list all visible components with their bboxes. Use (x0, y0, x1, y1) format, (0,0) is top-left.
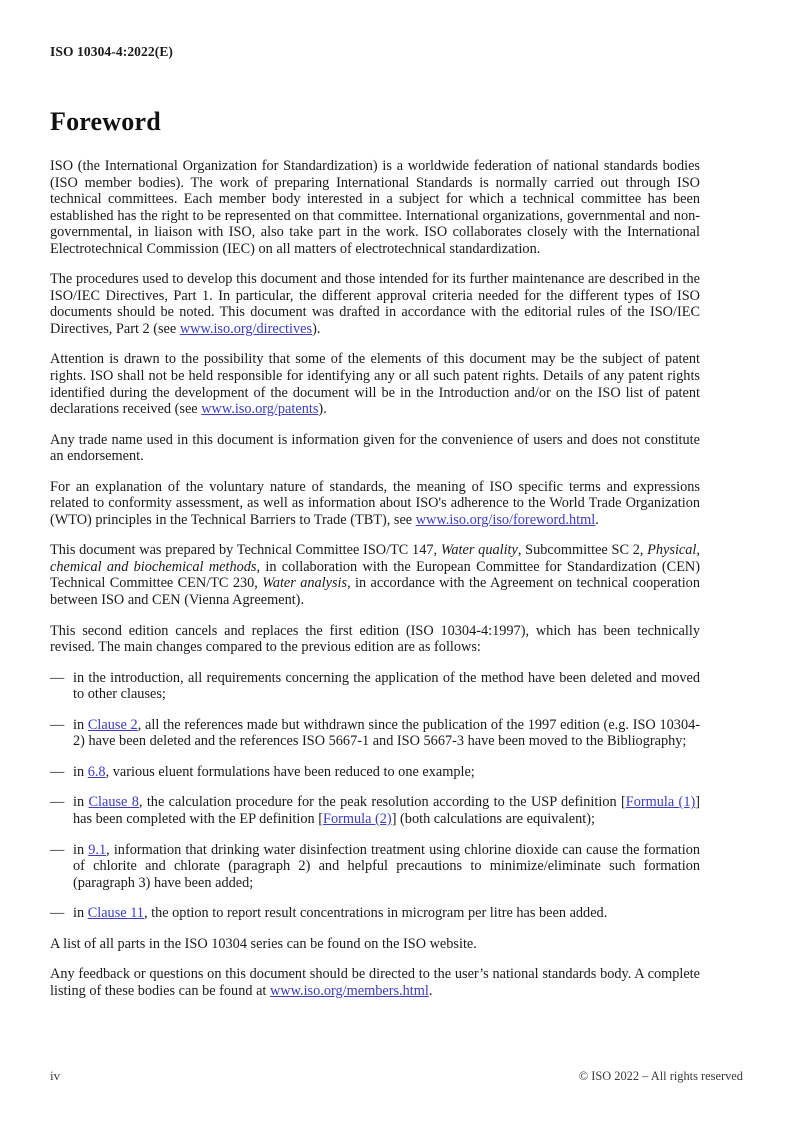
list-item-text-lead: in (73, 905, 88, 922)
list-item (50, 794, 700, 827)
em-dash-marker: — (50, 841, 65, 858)
link-iso-patents[interactable]: www.iso.org/patents (201, 401, 319, 418)
paragraph-second-edition: This second edition cancels and replaces the first edition (ISO 10304-4:1997), which has been technically revised. The main changes compared to the previous edition are as follows: (50, 622, 700, 656)
paragraph-procedures-tail: ). (312, 320, 321, 337)
paragraph-procedures-text: The procedures used to develop this document and those intended for its further maintenance are described in the ISO/IEC Directives, Part 1. In particular, the different approval criteria needed for the different types of ISO documents should be noted. This document was drafted in accordance with the editorial rules of the ISO/IEC Directives, Part 2 (see (50, 271, 700, 337)
list-item-text-lead: in (73, 763, 88, 780)
paragraph-voluntary-nature (50, 479, 700, 529)
paragraph-feedback-text: Any feedback or questions on this document should be directed to the user’s national standards body. A complete listing of these bodies can be found at (50, 966, 700, 999)
paragraph-trade-name: Any trade name used in this document is information given for the convenience of users and does not constitute an endorsement. (50, 431, 700, 465)
paragraph-patent-rights-text: Attention is drawn to the possibility that some of the elements of this document may be the subject of patent rights. ISO shall not be held responsible for identifying any or all such patent rights. Details of any patent rights identified during the development of the document will be in the Introduction and/or on the ISO list of patent declarations received (see (50, 351, 700, 418)
list-item-text-lead: in (73, 794, 89, 811)
tc-seg-4: , in accordance with the Agreement on technical cooperation between ISO and CEN (Vienna Agreement). (50, 575, 700, 609)
page-footer (50, 1068, 743, 1084)
xref-clause-2[interactable]: Clause 2 (87, 716, 138, 733)
tc-seg-3: , in collaboration with the European Committee for Standardization (CEN) Technical Committee CEN/TC 230, (50, 558, 701, 592)
em-dash-marker: — (50, 716, 65, 733)
paragraph-patent-rights (50, 351, 700, 417)
link-iso-members[interactable]: www.iso.org/members.html (269, 982, 429, 999)
list-item (50, 842, 700, 892)
link-iso-directives[interactable]: www.iso.org/directives (179, 320, 313, 337)
list-item-text-mid: , the calculation procedure for the peak resolution according to the USP definition [ (138, 794, 626, 811)
paragraph-voluntary-nature-text: For an explanation of the voluntary nature of standards, the meaning of ISO specific terms and expressions related to conformity assessment, as well as information about ISO's adherence to the World Trade Organization (WTO) principles in the Technical Barriers to Trade (TBT), see (50, 478, 700, 528)
list-item (50, 905, 700, 922)
paragraph-parts-list: A list of all parts in the ISO 10304 series can be found on the ISO website. (50, 935, 477, 952)
xref-formula-1[interactable]: Formula (1) (625, 794, 696, 811)
list-item (50, 717, 700, 750)
em-dash-marker: — (50, 905, 65, 922)
list-item-text-lead: in (73, 841, 89, 858)
list-item-text-tail: , the option to report result concentrations in microgram per litre has been added. (143, 905, 608, 922)
list-item (50, 764, 700, 781)
xref-subclause-6-8[interactable]: 6.8 (87, 763, 106, 780)
xref-formula-2[interactable]: Formula (2) (323, 810, 392, 827)
list-item-text-mid-2: ] has been completed with the EP definition [ (73, 794, 700, 827)
paragraph-feedback (50, 966, 700, 999)
em-dash-marker: — (50, 763, 65, 780)
xref-subclause-9-1[interactable]: 9.1 (88, 841, 107, 858)
tc-seg-2: , Subcommittee SC 2, (517, 542, 648, 559)
xref-clause-8[interactable]: Clause 8 (88, 794, 139, 811)
tc-italic-water-quality: Water quality (440, 542, 518, 559)
list-item-text-tail: , various eluent formulations have been reduced to one example; (105, 763, 475, 780)
running-head: ISO 10304-4:2022(E) (50, 44, 174, 59)
list-item-text: in the introduction, all requirements concerning the application of the method have been deleted and moved to other clauses; (73, 669, 700, 703)
tc-italic-physical-chemical: Physical, chemical and biochemical methods (50, 542, 700, 575)
foreword-body (50, 158, 700, 1013)
copyright-notice: © ISO 2022 – All rights reserved (578, 1069, 743, 1083)
paragraph-feedback-tail: . (428, 982, 433, 999)
paragraph-procedures (50, 271, 700, 337)
page-title: Foreword (50, 107, 161, 136)
list-item-text-tail: , information that drinking water disinfection treatment using chlorine dioxide can cause the formation of chlorite and chlorate (paragraph 2) and helpful precautions to minimize/eliminate such formation (paragraph 3) have been added; (73, 841, 700, 891)
page-number: iv (50, 1068, 61, 1083)
paragraph-voluntary-nature-tail: . (595, 511, 599, 528)
xref-clause-11[interactable]: Clause 11 (87, 905, 144, 922)
tc-italic-water-analysis: Water analysis (262, 575, 348, 592)
em-dash-marker: — (50, 794, 65, 811)
em-dash-marker: — (50, 669, 65, 686)
paragraph-iso-definition: ISO (the International Organization for Standardization) is a worldwide federation of national standards bodies (ISO member bodies). The work of preparing International Standards is normally carried out through ISO technical committees. Each member body interested in a subject for which a technical committee has been established has the right to be represented on that committee. International organizations, governmental and non-governmental, in liaison with ISO, also take part in the work. ISO collaborates closely with the International Electrotechnical Commission (IEC) on all matters of electrotechnical standardization. (50, 158, 700, 257)
list-item-text-lead: in (73, 716, 88, 733)
tc-seg-1: This document was prepared by Technical Committee ISO/TC 147, (50, 542, 441, 559)
paragraph-technical-committee (50, 542, 700, 608)
paragraph-patent-rights-tail: ). (318, 401, 327, 418)
list-item-text-tail: ] (both calculations are equivalent); (391, 810, 595, 827)
changes-list (50, 670, 700, 922)
link-iso-foreword[interactable]: www.iso.org/iso/foreword.html (415, 511, 596, 528)
list-item-text-tail: , all the references made but withdrawn since the publication of the 1997 edition (e.g. ISO 10304-2) have been deleted and the references ISO 5667-1 and ISO 5667-3 have been moved to the Bibliography; (73, 716, 701, 750)
list-item (50, 670, 700, 703)
